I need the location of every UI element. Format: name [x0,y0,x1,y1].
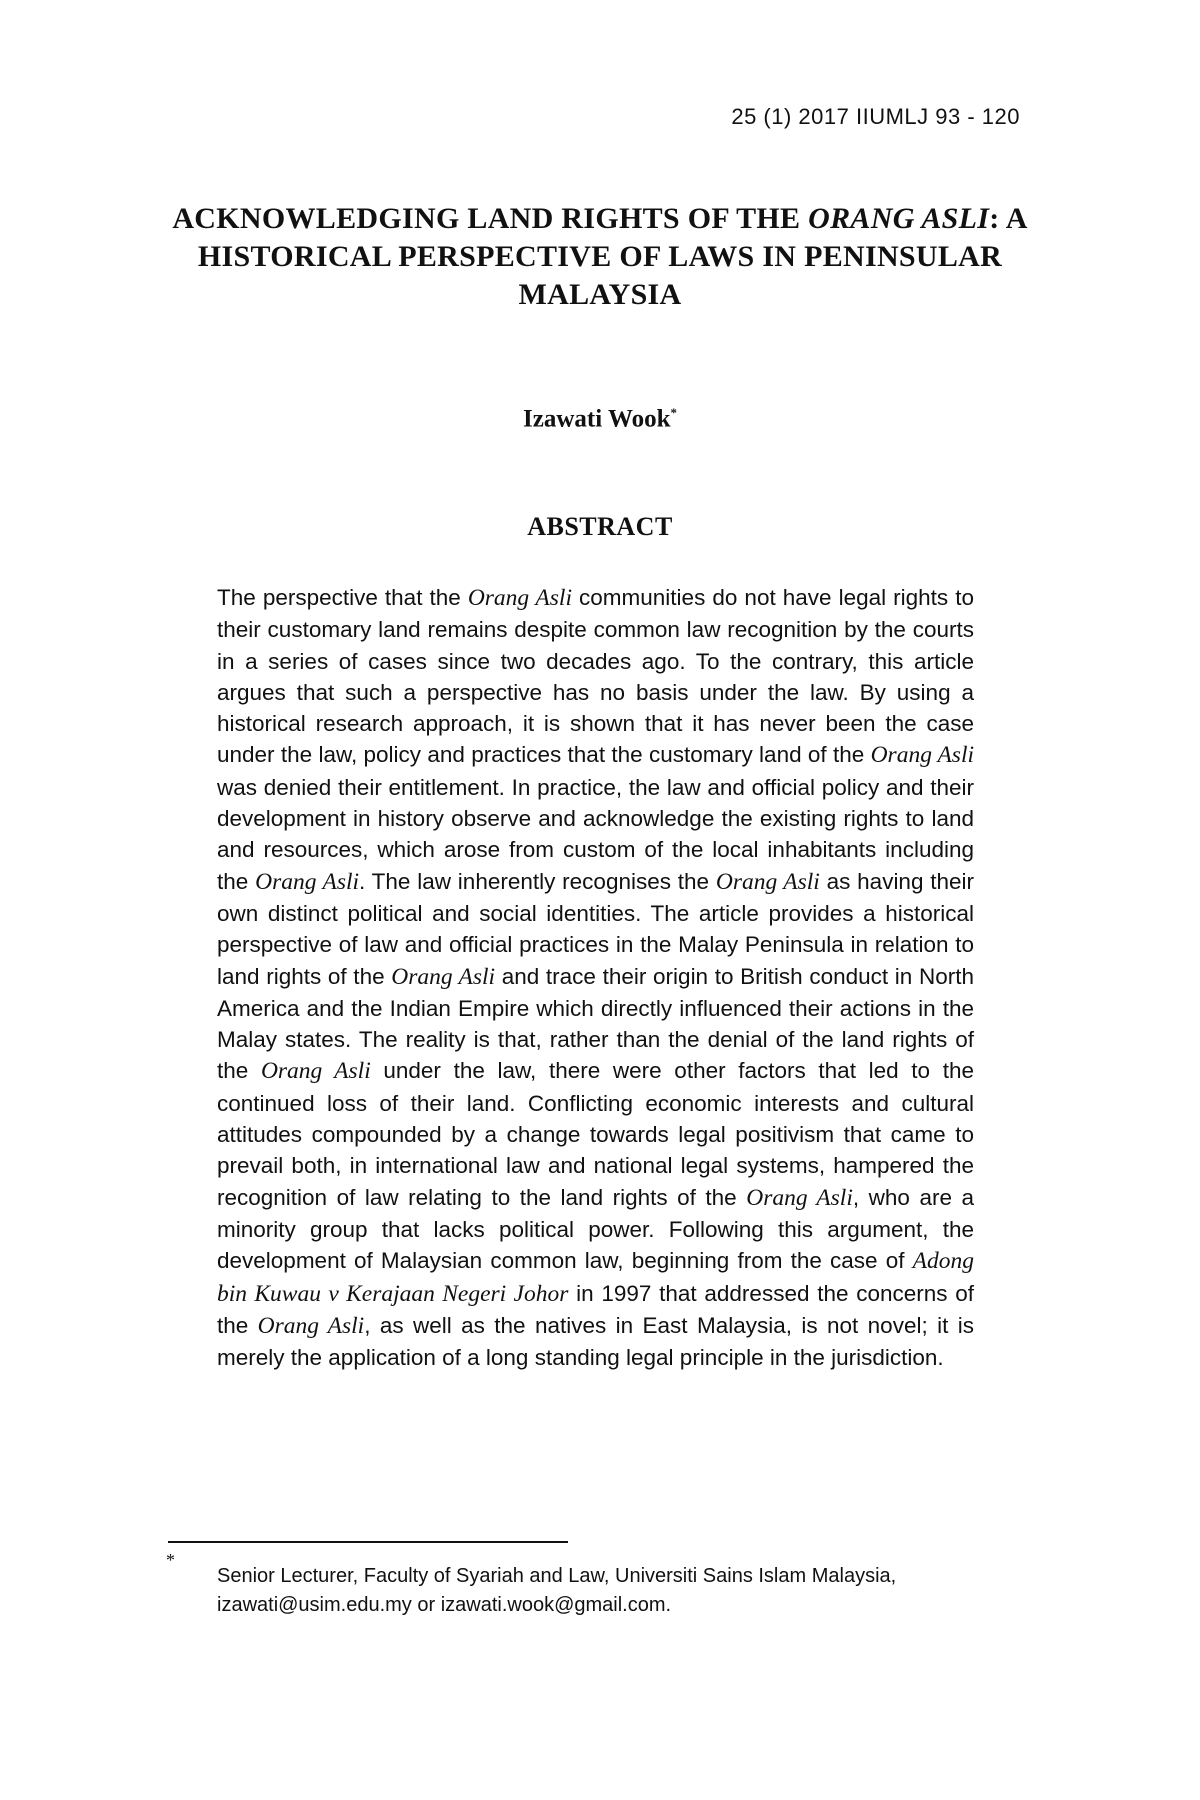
abstract-italic: Orang Asli [746,1184,853,1211]
abstract-italic: Orang Asli [257,1312,365,1339]
footnote-mark: * [166,1550,175,1570]
abstract-text: , as well as the natives in East Malaysia, is not novel; it is merely the application of a long standing legal principle in the jurisdiction. [217,1312,974,1371]
abstract-text: and trace their origin to British conduct in North America and the Indian Empire which directly influenced their actions in the Malay states. The reality is that, rather than the denial of the land rights of the [217,963,975,1084]
abstract-italic: Orang Asli [391,963,496,990]
abstract-body [217,582,974,1373]
abstract-text: in 1997 that addressed the concerns of the [217,1280,974,1338]
abstract-text: as having their own distinct political and social identities. The article provides a historical perspective of law and official practices in the Malay Peninsula in relation to land rights of the [217,868,975,989]
abstract-text: was denied their entitlement. In practice, the law and official policy and their development in history observe and acknowledge the existing rights to land and resources, which arose from custom of the local inhabitants including the [217,774,974,894]
abstract-text: , who are a minority group that lacks political power. Following this argument, the development of Malaysian common law, beginning from the case of [217,1184,974,1274]
author-line [160,405,1040,433]
abstract-text: under the law, there were other factors that led to the continued loss of their land. Conflicting economic interests and cultural attitudes compounded by a change towards legal positivism that came to prevail both, in international law and national legal systems, hampered the recognition of law relating to the land rights of the [217,1058,974,1210]
article-title [160,200,1040,314]
abstract-italic: Orang Asli [715,868,820,895]
author-name: Izawati Wook [523,405,671,433]
footnote-text: Senior Lecturer, Faculty of Syariah and Law, Universiti Sains Islam Malaysia, izawati@usim.edu.my or izawati.wook@gmail.com. [217,1565,897,1616]
abstract-italic: Orang Asli [467,585,572,611]
abstract-heading: ABSTRACT [527,512,673,541]
author-footnote-mark: * [670,405,677,420]
running-head-citation: 25 (1) 2017 IIUMLJ 93 - 120 [731,104,1020,129]
abstract-italic: Orang Asli [870,742,975,769]
abstract-italic: Orang Asli [260,1058,371,1085]
title-part-2: : A HISTORICAL PERSPECTIVE OF LAWS IN PENINSULAR MALAYSIA [197,202,1028,311]
abstract-text: communities do not have legal rights to their customary land remains despite common law recognition by the courts in a series of cases since two decades ago. To the contrary, this article argues that such a perspective has no basis under the law. By using a historical research approach, it is shown that it has never been the case under the law, policy and practices that the customary land of the [217,585,974,768]
footnote-divider [168,1541,568,1543]
abstract-text: The perspective that the [217,585,468,610]
abstract-text: . The law inherently recognises the [359,868,716,894]
title-part-1: ACKNOWLEDGING LAND RIGHTS OF THE [172,202,809,235]
abstract-italic: Orang Asli [255,868,360,895]
abstract-case-name: Adong bin Kuwau v Kerajaan Negeri Johor [217,1248,974,1307]
title-italic-term: ORANG ASLI [808,202,990,235]
